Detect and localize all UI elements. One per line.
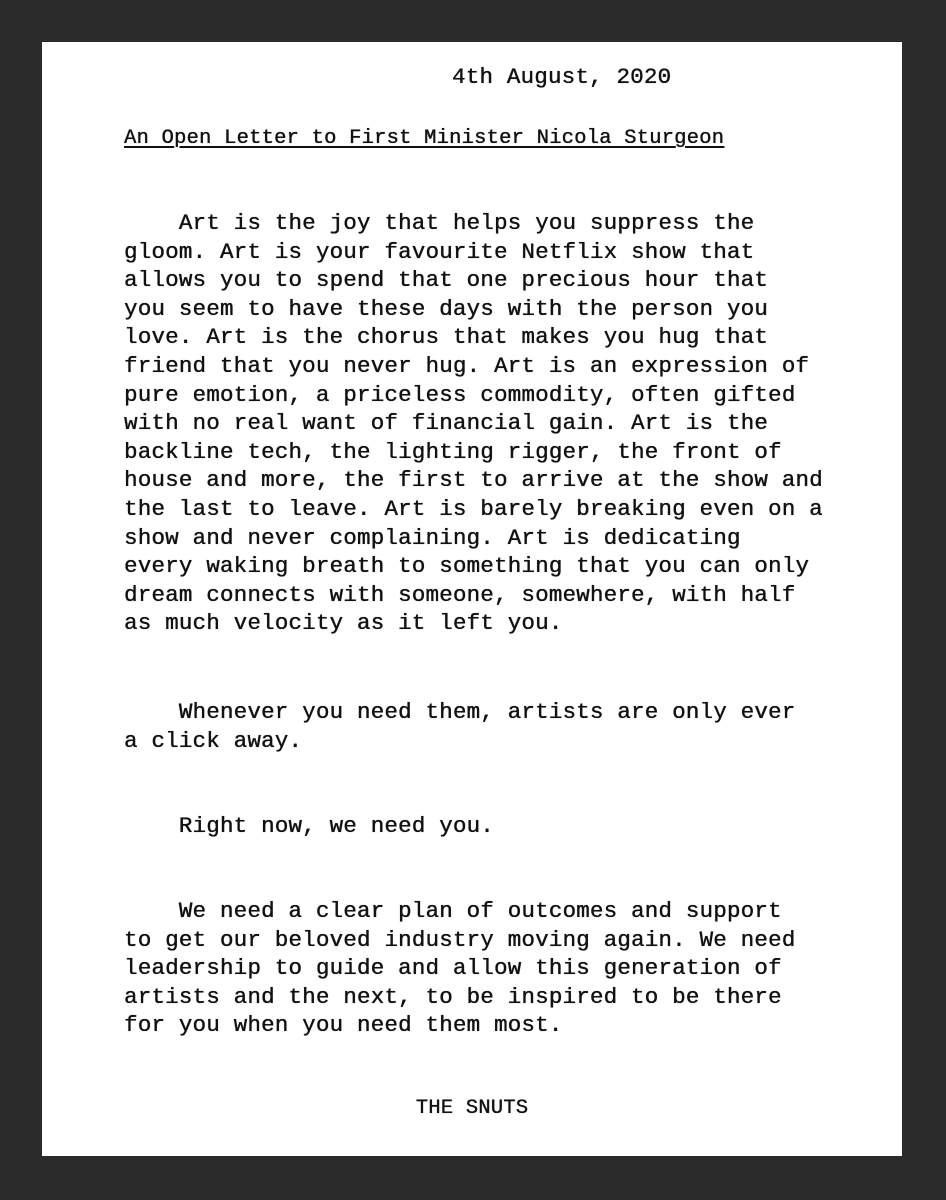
letter-signature: THE SNUTS xyxy=(415,1097,529,1120)
letter-date: 4th August, 2020 xyxy=(452,64,672,90)
letter-title: An Open Letter to First Minister Nicola Sturgeon xyxy=(124,127,725,150)
letter-paragraph: Right now, we need you. xyxy=(124,813,494,839)
letter-paragraph: We need a clear plan of outcomes and support to get our beloved industry moving again. We need leadership to guide and allow this generation of artists and the next, to be inspired to be there for you when you need them most. xyxy=(124,898,796,1039)
letter-paragraph: Whenever you need them, artists are only ever a click away. xyxy=(124,699,796,754)
letter-page xyxy=(42,42,902,1156)
letter-paragraph: Art is the joy that helps you suppress the gloom. Art is your favourite Netflix show that allows you to spend that one precious hour that you seem to have these days with the person you love. Art is the chorus that makes you hug that friend that you never hug. Art is an expression of pure emotion, a priceless commodity, often gifted with no real want of financial gain. Art is the backline tech, the lighting rigger, the front of house and more, the first to arrive at the show and the last to leave. Art is barely breaking even on a show and never complaining. Art is dedicating every waking breath to something that you can only dream connects with someone, somewhere, with half as much velocity as it left you. xyxy=(124,210,823,637)
